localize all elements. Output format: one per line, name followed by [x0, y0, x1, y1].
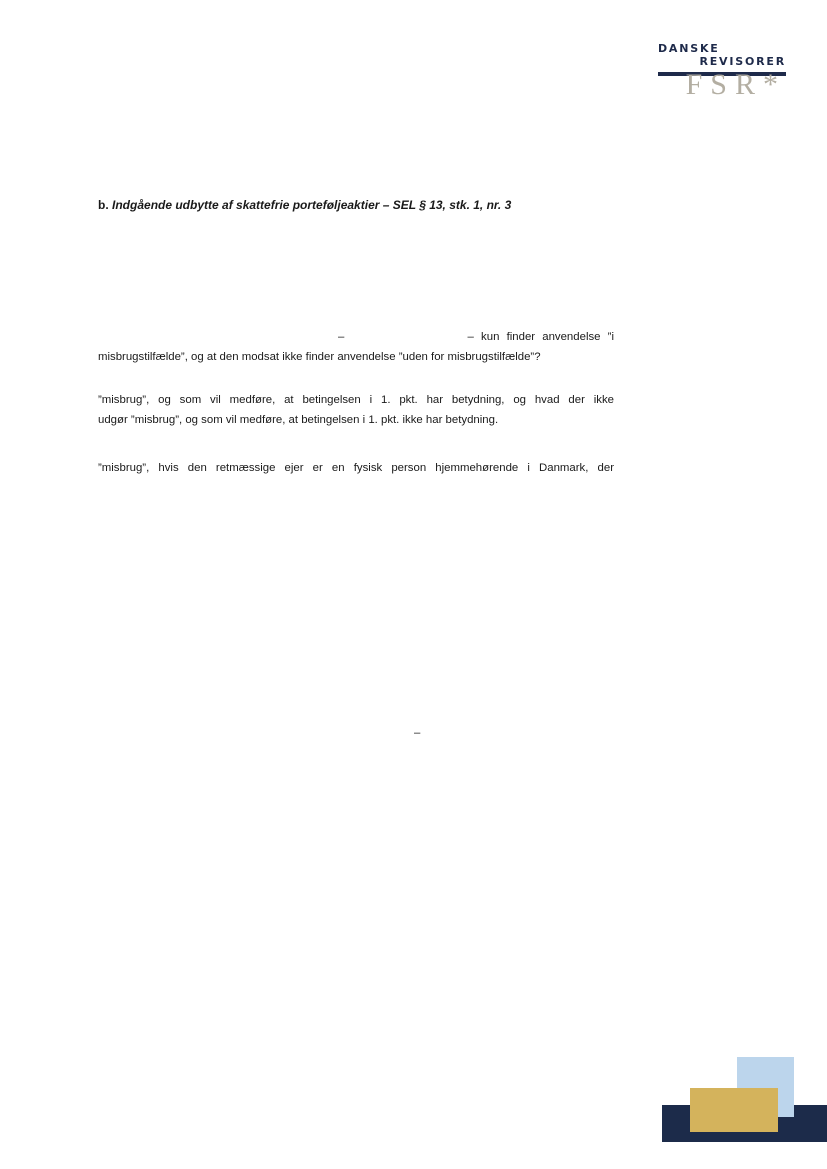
section-heading [98, 198, 618, 212]
paragraph-1-line-1 [98, 327, 614, 347]
paragraph-3 [98, 458, 614, 478]
paragraph-1-line-2: misbrugstilfælde”, og at den modsat ikke finder anvendelse ”uden for misbrugstilfælde”? [98, 351, 541, 363]
logo-text-fsr: FSR* [685, 68, 786, 101]
paragraph-2-line-1: ”misbrug”, og som vil medføre, at betingelsen i 1. pkt. har betydning, og hvad der ikke [98, 394, 614, 406]
logo-text-revisorer: REVISORER [699, 55, 786, 68]
section-heading-title: Indgående udbytte af skattefrie porteføljeaktier – SEL § 13, stk. 1, nr. 3 [112, 198, 512, 212]
logo-text-danske: DANSKE [658, 42, 720, 55]
paragraph-2 [98, 390, 614, 430]
paragraph-3-line-1: ”misbrug”, hvis den retmæssige ejer er en fysisk person hjemmehørende i Danmark, der [98, 462, 614, 474]
danske-revisorer-logo [658, 42, 788, 106]
footer-gold-block [690, 1088, 778, 1132]
paragraph-1 [98, 327, 614, 367]
paragraph-1-dash: – [338, 331, 345, 343]
paragraph-2-line-2: udgør ”misbrug”, og som vil medføre, at betingelsen i 1. pkt. ikke har betydning. [98, 414, 499, 426]
paragraph-1-line-1-tail: – kun finder anvendelse ”i [467, 331, 614, 343]
section-heading-prefix: b. [98, 198, 109, 212]
lone-dash: – [414, 727, 421, 739]
